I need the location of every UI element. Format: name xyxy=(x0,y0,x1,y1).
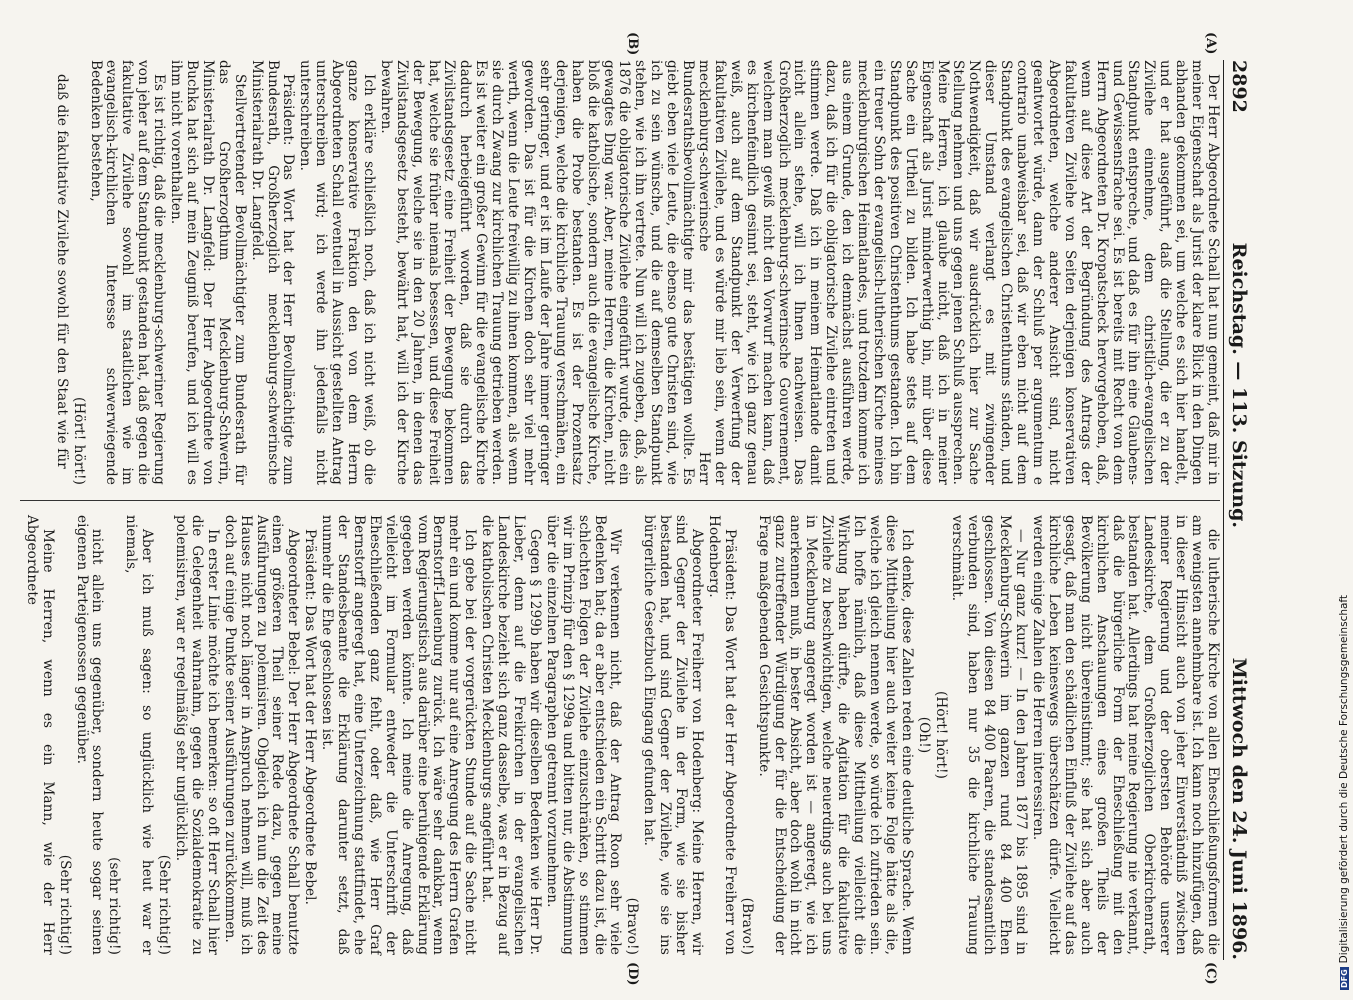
column-divider xyxy=(20,500,1220,501)
page-header xyxy=(1223,60,1262,960)
paragraph: daß die fakultative Zivilehe sowohl für den Staat wie für xyxy=(53,74,70,469)
paragraph: In erster Linie möchte ich bemerken: so oft Herr Schall hier die Gelegenheit wahrnahm, gegen die Sozialdemokratie zu polemisiren, war er regelmäßig sehr unglücklich. xyxy=(173,515,221,955)
left-column xyxy=(52,60,1220,485)
paragraph: Abgeordneter Freiherr von Hodenberg: Meine Herren, wir sind Gegner der Zivilehe in der Form, wie sie bisher bestanden hat, und sind Gegner der Zivilehe, wie sie ins bürgerliche Gesetzbuch Eingang gefunden hat. xyxy=(641,515,705,955)
paragraph: Präsident: Das Wort hat der Herr Abgeordnete Freiherr von Hodenberg. xyxy=(705,515,738,955)
paragraph: Es ist richtig, daß die mecklenburg-schweriner Regierung von jeher auf dem Standpunkt gestanden hat, daß gegen die fakultative Zivilehe sowohl im staatlichen wie im evangelisch-kirchlichen Interesse schwerwiegende Bedenken bestehen, xyxy=(87,60,168,485)
paragraph: Ich denke, diese Zahlen reden eine deutliche Sprache. Wenn diese Mittheilung hier auch weiter keine Folge hätte als die, welche ich gleich nennen werde, so würde ich zufrieden sein. Ich hoffe nämlich, daß diese Mittheilung vielleicht die Wirkung haben dürfte, die Agitation für die fakultative Zivilehe zu beschwichtigen, welche neuerdings auch bei uns in Mecklenburg angeregt worden ist — angeregt, wie ich anerkennen muß, in bester Absicht, aber doch wohl in nicht ganz zutreffender Würdigung der für die Entscheidung der Frage maßgebenden Gesichtspunkte. xyxy=(755,515,915,955)
paragraph: die lutherische Kirche von allen Eheschließungsformen die am wenigsten annehmbare ist. Ich kann noch hinzufügen, daß in dieser Hinsicht auch von jeher Einverständniß zwischen meiner Regierung und der obersten Behörde unserer Landeskirche, dem Großherzoglichen Oberkirchenrath, bestanden hat. Allerdings hat meine Regierung nie verkannt, daß die bürgerliche Form der Eheschließung mit den kirchlichen Anschauungen eines großen Theils der Bevölkerung nicht übereinstimmt; sie hat sich aber auch gesagt, daß man den schädlichen Einfluß der Zivilehe auf das kirchliche Leben keineswegs überschätzen dürfe. Vielleicht werden einige Zahlen die Herren interessiren. xyxy=(1030,515,1221,955)
funding-note: Digitalisierung gefördert durch die Deutsche Forschungsgemeinschaft xyxy=(1338,594,1350,964)
page-number: 2892 xyxy=(1228,60,1250,113)
interjection: (sehr richtig!) xyxy=(106,857,123,955)
dfg-logo: DFG xyxy=(1340,969,1349,988)
right-column xyxy=(22,515,1220,955)
interjection: (Hört! hört!) xyxy=(70,396,87,485)
paragraph: Wir verkennen nicht, daß der Antrag Roon sehr viele Bedenken hat; da er aber entschieden ein Schritt dazu ist, die schlechten Folgen der Zivilehe einzuschränken, so stimmen wir im Prinzip für den § 1299a und bitten nur, die Abstimmung über die einzelnen Paragraphen getrennt vorzunehmen. xyxy=(543,515,624,955)
session-date: Mittwoch den 24. Juni 1896. xyxy=(1228,657,1250,960)
paragraph: Ich gebe bei der vorgerückten Stunde auf die Sache nicht mehr ein und komme nur auf eine Anregung des Herrn Grafen Bernstorff-Lauenburg zurück. Ich wäre sehr dankbar, wenn vom Regierungstisch aus darüber eine beruhigende Erklärung gegeben werden könnte. Ich meine die Anregung, daß vielleicht im Formular entweder die Unterschrift der Eheschließenden ganz fehlt, oder daß, wie Herr Graf Bernstorff angeregt hat, eine Unterzeichnung stattfindet, ehe der Standesbeamte die Erklärung darunter setzt, daß nunmehr die Ehe geschlossen ist. xyxy=(319,515,479,955)
paragraph: Aber ich muß sagen: so unglücklich wie heut war er niemals, xyxy=(123,515,156,955)
paragraph: Präsident: Das Wort hat der Herr Bevollmächtigte zum Bundesrath, Großherzoglich mecklenburg-schwerinsche Ministerialrath Dr. Langfeld. xyxy=(248,60,297,485)
margin-mark-d: (D) xyxy=(625,962,640,986)
interjection: (Sehr richtig!) xyxy=(56,854,73,955)
paragraph: Präsident: Das Wort hat der Herr Abgeordnete Bebel. xyxy=(302,529,319,906)
paragraph: Abgeordneter Bebel: Der Herr Abgeordnete Schall benutzte einen größeren Theil seiner Rede dazu, gegen meine Ausführungen zu polemisiren. Obgleich ich nun die Zeit des Hauses nicht noch länger in Anspruch nehmen will, muß ich doch auf einige Punkte seiner Ausführungen zurückkommen. xyxy=(221,515,302,955)
interjection: (Oh!) xyxy=(915,716,932,754)
paragraph: Stellvertretender Bevollmächtigter zum Bundesrath für das Großherzogthum Mecklenburg-Schwerin, Ministerialrath Dr. Langfeld: Der Herr Abgeordnete von Buchka hat sich auf mein Zeugniß berufen, und ich will es ihm nicht vorenthalten. xyxy=(168,60,248,485)
session-title: Reichstag. — 113. Sitzung. xyxy=(1228,242,1250,528)
interjection: (Hört! hört!) xyxy=(932,690,949,780)
paragraph: Meine Herren, wenn es ein Mann, wie der Herr Abgeordnete xyxy=(23,515,56,955)
interjection: (Sehr richtig!) xyxy=(156,854,173,955)
side-note-text xyxy=(1338,10,1352,990)
paragraph: Ich erkläre schließlich noch, daß ich nicht weiß, ob die ganze konservative Fraktion den von dem Herrn Abgeordneten Schall eventuell in Aussicht gestellten Antrag unterschreiben wird; ich werde ihn jedenfalls nicht unterschreiben. xyxy=(297,60,377,485)
paragraph: Gegen § 1299b haben wir dieselben Bedenken wie Herr Dr. Lieber, denn auf die Freikirchen in der evangelischen Landeskirche bezieht sich ganz dasselbe, was er in Bezug auf die katholischen Christen Mecklenburgs angeführt hat. xyxy=(479,515,543,955)
margin-mark-b: (B) xyxy=(625,32,640,56)
margin-mark-a: (A) xyxy=(1203,32,1218,55)
interjection: (Bravo!) xyxy=(624,897,641,955)
margin-mark-c: (C) xyxy=(1203,962,1218,985)
paragraph: Der Herr Abgeordnete Schall hat nun gemeint, daß mir in meiner Eigenschaft als Jurist der klare Blick in den Dingen abhanden gekommen sei, um welche es sich hier handelt, und er hat ausgeführt, daß die Stellung, die er zu der Zivilehe einnehme, dem christlich-evangelischen Standpunkt entspreche, und daß es für ihn eine Glaubens- und Gewissensfrache sei. Es ist bereits mit Recht von dem Herrn Abgeordneten Dr. Kropatscheck hervorgehoben, daß, wenn auf diese Art der Begründung des Antrags der fakultativen Zivilehe von Seiten derjenigen konservativen Abgeordneten, welche anderer Ansicht sind, nicht geantwortet würde, dann der Schluß per argumentum e contrario unabweisbar sei, daß wir eben nicht auf dem Standpunkt des evangelischen Christenthums ständen, und dieser Umstand verlangt es mit zwingender Nothwendigkeit, daß wir ausdrücklich hier zur Sache Stellung nehmen und uns gegen jenen Schluß aussprechen. Meine Herren, ich glaube nicht, daß ich in meiner Eigenschaft als Jurist minderwerthig bin, mir über diese Sache ein Urtheil zu bilden. Ich habe stets auf dem Standpunkt des positiven Christenthums gestanden. Ich bin ein treuer Sohn der evangelisch-lutherischen Kirche meines mecklenburgischen Heimatlandes, und trotzdem komme ich aus einem Grunde, den ich demnächst ausführen werde, dazu, daß ich für die obligatorische Zivilehe eintreten und stimmen werde. Daß ich in meinem Heimatlande damit nicht allein stehe, will ich Ihnen nachweisen. Das Großherzoglich mecklenburg-schwerinsche Gouvernement, welchem man gewiß nicht den Vorwurf machen kann, daß es kirchenfeindlich gesinnt sei, steht, wie ich ganz genau weiß, auch auf dem Standpunkt der Verwerfung der fakultativen Zivilehe, und es würde mir lieb sein, wenn der mecklenburg-schwerinsche Herr Bundesrathsbevollmächtigte mir das bestätigen wollte. Es giebt eben viele Leute, die ebenso gute Christen sind, wie ich zu sein wünsche, und die auf demselben Standpunkt stehen, wie ich ihn vertrete. Nun will ich zugeben, daß, als 1876 die obligatorische Zivilehe eingeführt wurde, dies ein gewagtes Ding war. Aber, meine Herren, die Kirchen, nicht bloß die katholische, sondern auch die evangelische Kirche, haben die Probe bestanden. Es ist der Prozentsatz derjenigen, welche die kirchliche Trauung verschmähen, ein sehr geringer, und er ist im Laufe der Jahre immer geringer geworden. Das ist für die Kirchen doch sehr viel mehr werth, wenn die Leute freiwillig zu ihnen kommen, als wenn sie durch Zwang zur kirchlichen Trauung getrieben werden. Es ist weiter ein großer Gewinn für die evangelische Kirche dadurch herbeigeführt worden, daß sie durch das Zivilstandsgesetz eine Freiheit der Bewegung bekommen hat, welche sie früher niemals besessen, und diese Freiheit der Bewegung, welche sie in den 20 Jahren, in denen das Zivilstandsgesetz besteht, bewährt hat, will ich der Kirche bewahren. xyxy=(377,60,1221,485)
side-note xyxy=(1338,10,1352,990)
interjection: (Bravo!) xyxy=(738,897,755,955)
paragraph: nicht allein uns gegenüber, sondern heute sogar seinen eigenen Parteigenossen gegenüber. xyxy=(73,515,106,955)
paragraph: — Nur ganz kurz! — In den Jahren 1877 bis 1895 sind in Mecklenburg-Schwerin im ganzen rund 84 400 Ehen geschlossen. Von diesen 84 400 Paaren, die standesamtlich verbunden sind, haben nur 35 die kirchliche Trauung verschmäht. xyxy=(949,515,1030,955)
